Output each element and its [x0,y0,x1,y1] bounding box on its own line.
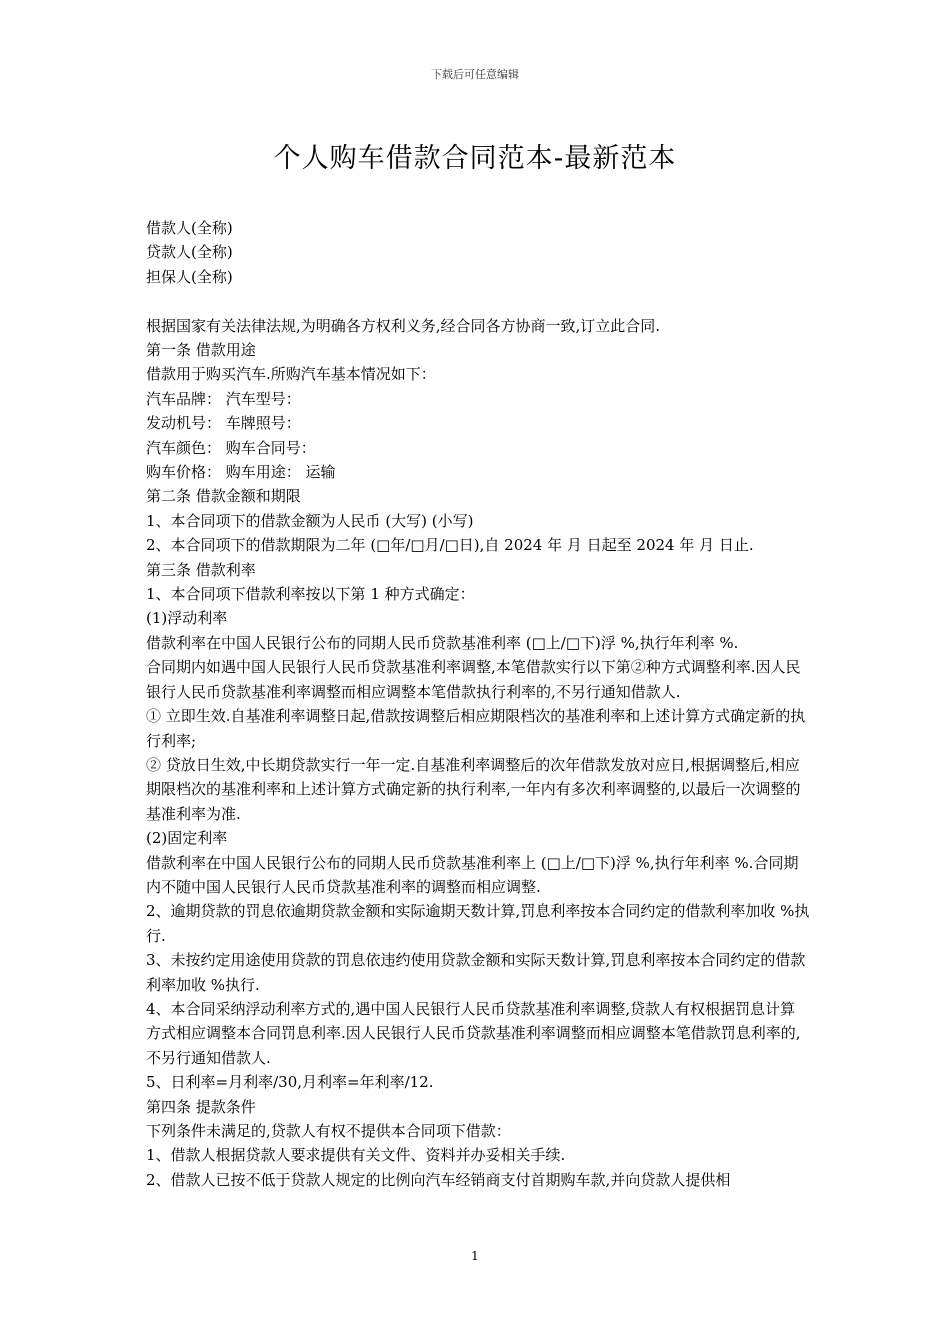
article-heading: 第三条 借款利率 [146,560,256,579]
paragraph: 2、逾期贷款的罚息依逾期贷款金额和实际逾期天数计算,罚息利率按本合同约定的借款利率加收 %执行. [146,902,810,945]
paragraph: 5、日利率=月利率/30,月利率=年利率/12. [146,1073,434,1092]
paragraph: 根据国家有关法律法规,为明确各方权利义务,经合同各方协商一致,订立此合同. [146,316,661,335]
page-number: 1 [471,1249,479,1263]
document-body [146,216,810,1192]
page-header-note: 下载后可任意编辑 [431,68,519,81]
paragraph: 合同期内如遇中国人民银行人民币贷款基准利率调整,本笔借款实行以下第②种方式调整利率.因人民银行人民币贷款基准利率调整而相应调整本笔借款执行利率的,不另行通知借款人. [146,658,801,701]
paragraph: 1、本合同项下借款利率按以下第 1 种方式确定： [146,585,475,604]
paragraph: 1、本合同项下的借款金额为人民币 (大写) (小写) [146,511,474,530]
party-borrower: 借款人(全称) [146,219,233,237]
paragraph: 借款用于购买汽车.所购汽车基本情况如下： [146,365,436,384]
paragraph: 汽车颜色： 购车合同号： [146,438,316,457]
party-lender: 贷款人(全称) [146,243,233,262]
paragraph: ② 贷放日生效,中长期贷款实行一年一定.自基准利率调整后的次年借款发放对应日,根据调整后,相应期限档次的基准利率和上述计算方式确定新的执行利率,一年内有多次利率调整的,以最后一次调整的基准利率为准. [146,755,801,823]
paragraph: 4、本合同采纳浮动利率方式的,遇中国人民银行人民币贷款基准利率调整,贷款人有权根据罚息计算方式相应调整本合同罚息利率.因人民银行人民币贷款基准利率调整而相应调整本笔借款罚息利率的,不另行通知借款人. [146,999,801,1067]
blank-line [146,289,810,313]
paragraph: 发动机号： 车牌照号： [146,414,301,433]
article-heading: 第一条 借款用途 [146,341,256,360]
paragraph: 1、借款人根据贷款人要求提供有关文件、资料并办妥相关手续. [146,1146,566,1165]
paragraph: 2、本合同项下的借款期限为二年 (□年/□月/□日),自 2024 年 月 日起至 2024 年 月 日止. [146,536,754,555]
paragraph: 购车价格： 购车用途： 运输 [146,463,336,482]
document-title: 个人购车借款合同范本-最新范本 [273,143,677,174]
paragraph: 借款利率在中国人民银行公布的同期人民币贷款基准利率 (□上/□下)浮 %,执行年利率 %. [146,633,739,652]
article-heading: 第四条 提款条件 [146,1097,256,1116]
paragraph: (2)固定利率 [146,829,228,848]
paragraph: 2、借款人已按不低于贷款人规定的比例向汽车经销商支付首期购车款,并向贷款人提供相 [146,1170,731,1189]
paragraph: (1)浮动利率 [146,609,228,628]
paragraph: 借款利率在中国人民银行公布的同期人民币贷款基准利率上 (□上/□下)浮 %,执行年利率 %.合同期内不随中国人民银行人民币贷款基准利率的调整而相应调整. [146,853,799,896]
article-heading: 第二条 借款金额和期限 [146,487,301,506]
paragraph: 3、未按约定用途使用贷款的罚息依违约使用贷款金额和实际天数计算,罚息利率按本合同约定的借款利率加收 %执行. [146,951,806,994]
paragraph: 下列条件未满足的,贷款人有权不提供本合同项下借款： [146,1122,511,1141]
party-guarantor: 担保人(全称) [146,267,233,286]
paragraph: ① 立即生效.自基准利率调整日起,借款按调整后相应期限档次的基准利率和上述计算方式确定新的执行利率; [146,707,806,750]
paragraph: 汽车品牌： 汽车型号： [146,389,301,408]
